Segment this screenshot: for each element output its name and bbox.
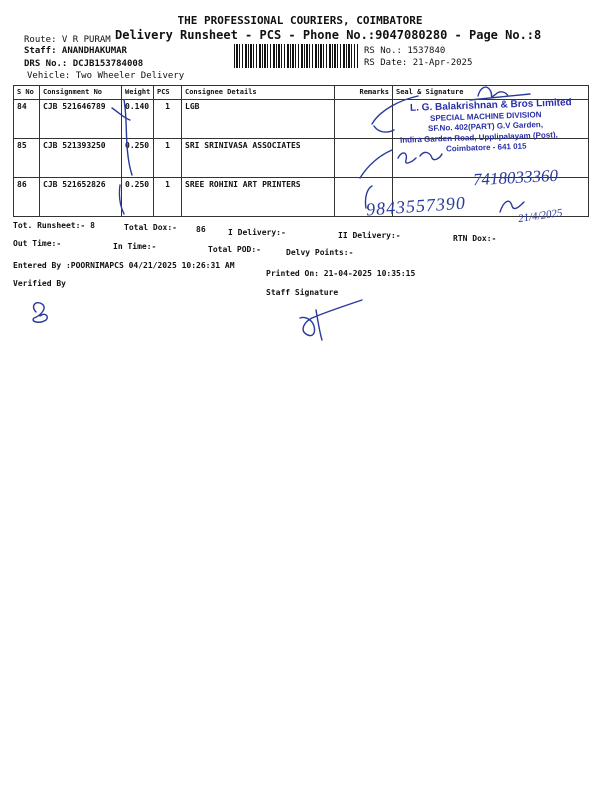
cell-pcs: 1 <box>154 178 182 217</box>
cell-remarks <box>335 100 393 139</box>
rtn-dox: RTN Dox:- <box>453 234 497 243</box>
stamp-line: SPECIAL MACHINE DIVISION <box>429 110 542 123</box>
cell-consignment: CJB 521393250 <box>40 139 122 178</box>
tot-runsheet: Tot. Runsheet:- 8 <box>13 221 95 230</box>
header-remarks: Remarks <box>335 86 393 100</box>
cell-consignment: CJB 521652826 <box>40 178 122 217</box>
out-time: Out Time:- <box>13 239 62 248</box>
stamp-line: Indira Garden Road, Upplipalayam (Post), <box>399 130 558 145</box>
cell-pcs: 1 <box>154 139 182 178</box>
handwritten-phone-1: 7418033360 <box>472 165 559 190</box>
company-title: THE PROFESSIONAL COURIERS, COIMBATORE <box>177 14 423 27</box>
total-pod: Total POD:- <box>208 245 261 254</box>
in-time: In Time:- <box>113 242 157 251</box>
total-dox-value: 86 <box>196 225 206 234</box>
cell-consignee: SREE ROHINI ART PRINTERS <box>182 178 335 217</box>
route-field: Route: V R PURAM <box>24 35 111 45</box>
cell-sno: 84 <box>14 100 40 139</box>
drs-field: DRS No.: DCJB153784008 <box>24 59 144 69</box>
vehicle-field: Vehicle: Two Wheeler Delivery <box>27 71 185 81</box>
runsheet-subtitle: Delivery Runsheet - PCS - Phone No.:9047080280 - Page No.:8 <box>115 28 542 42</box>
stamp-line: Coimbatore - 641 015 <box>445 141 527 154</box>
header-weight: Weight <box>122 86 154 100</box>
total-dox-label: Total Dox:- <box>124 223 177 232</box>
header-seal-signature: Seal & Signature <box>393 86 589 100</box>
barcode <box>234 44 358 68</box>
cell-pcs: 1 <box>154 100 182 139</box>
i-delivery: I Delivery:- <box>228 228 286 237</box>
ii-delivery: II Delivery:- <box>338 231 401 240</box>
cell-remarks <box>335 139 393 178</box>
entered-by: Entered By :POORNIMAPCS 04/21/2025 10:26:31 AM <box>13 261 235 270</box>
cell-weight: 0.140 <box>122 100 154 139</box>
staff-field: Staff: ANANDHAKUMAR <box>24 46 127 56</box>
staff-signature <box>300 300 362 340</box>
handwritten-date: 21/4/2025 <box>517 206 564 226</box>
rs-number: RS No.: 1537840 <box>364 46 446 56</box>
printed-on: Printed On: 21-04-2025 10:35:15 <box>266 269 416 278</box>
stamp-line: L. G. Balakrishnan & Bros Limited <box>409 97 572 114</box>
cell-consignee: LGB <box>182 100 335 139</box>
header-sno: S No <box>14 86 40 100</box>
header-consignee: Consignee Details <box>182 86 335 100</box>
stamp-line: SF.No. 402(PART) G.V Garden, <box>427 119 544 134</box>
handwritten-phone-2: 9843557390 <box>365 192 467 220</box>
cell-consignee: SRI SRINIVASA ASSOCIATES <box>182 139 335 178</box>
rs-date: RS Date: 21-Apr-2025 <box>364 58 473 68</box>
table-header-row <box>14 86 589 100</box>
header-pcs: PCS <box>154 86 182 100</box>
cell-weight: 0.250 <box>122 139 154 178</box>
cell-weight: 0.250 <box>122 178 154 217</box>
staff-signature-label: Staff Signature <box>266 288 339 297</box>
verified-by-initial <box>33 303 47 322</box>
cell-sno: 86 <box>14 178 40 217</box>
verified-by: Verified By <box>13 279 66 288</box>
delvy-points: Delvy Points:- <box>286 248 354 257</box>
header-consignment: Consignment No <box>40 86 122 100</box>
cell-consignment: CJB 521646789 <box>40 100 122 139</box>
cell-sno: 85 <box>14 139 40 178</box>
